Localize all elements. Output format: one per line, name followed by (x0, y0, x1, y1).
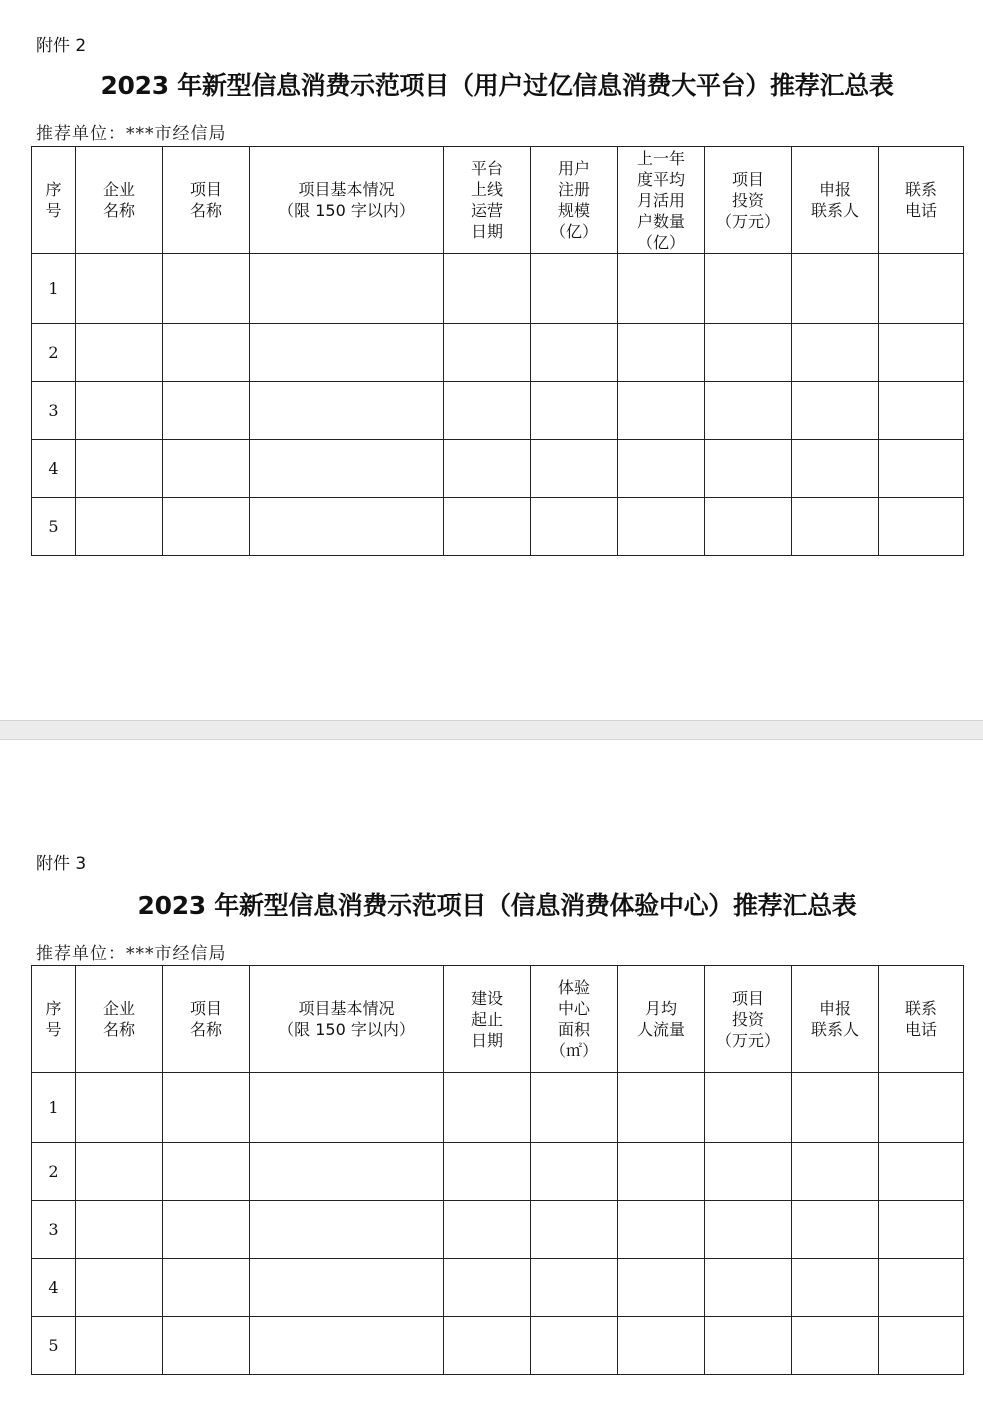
header-contact-person: 申报 联系人 (792, 966, 879, 1073)
table-row (32, 1317, 964, 1375)
cell-project-overview[interactable] (250, 254, 444, 324)
cell-launch-date[interactable] (444, 382, 531, 440)
cell-center-area[interactable] (531, 1143, 618, 1201)
cell-monthly-active-users[interactable] (618, 324, 705, 382)
cell-project-name[interactable] (163, 440, 250, 498)
header-company-name: 企业 名称 (76, 966, 163, 1073)
table-row (32, 1073, 964, 1143)
cell-contact-person[interactable] (792, 498, 879, 556)
cell-project-overview[interactable] (250, 1073, 444, 1143)
cell-center-area[interactable] (531, 1201, 618, 1259)
cell-phone[interactable] (879, 498, 964, 556)
row-number: 3 (32, 1201, 76, 1259)
row-number: 5 (32, 1317, 76, 1375)
cell-project-name[interactable] (163, 324, 250, 382)
row-number: 4 (32, 440, 76, 498)
cell-monthly-visitors[interactable] (618, 1201, 705, 1259)
cell-company-name[interactable] (76, 324, 163, 382)
cell-investment[interactable] (705, 1073, 792, 1143)
cell-project-overview[interactable] (250, 382, 444, 440)
table-row (32, 498, 964, 556)
summary-table-platform (31, 146, 964, 556)
header-index: 序 号 (32, 147, 76, 254)
table-row (32, 1201, 964, 1259)
cell-launch-date[interactable] (444, 440, 531, 498)
cell-phone[interactable] (879, 1143, 964, 1201)
cell-contact-person[interactable] (792, 1073, 879, 1143)
cell-company-name[interactable] (76, 382, 163, 440)
cell-monthly-visitors[interactable] (618, 1317, 705, 1375)
cell-contact-person[interactable] (792, 1317, 879, 1375)
row-number: 5 (32, 498, 76, 556)
header-contact-person: 申报 联系人 (792, 147, 879, 254)
cell-company-name[interactable] (76, 440, 163, 498)
table-title: 2023 年新型信息消费示范项目（用户过亿信息消费大平台）推荐汇总表 (100, 71, 894, 100)
header-project-overview: 项目基本情况 （限 150 字以内） (250, 147, 444, 254)
cell-investment[interactable] (705, 1143, 792, 1201)
cell-investment[interactable] (705, 1317, 792, 1375)
header-project-name: 项目 名称 (163, 147, 250, 254)
cell-phone[interactable] (879, 1317, 964, 1375)
table-row (32, 1259, 964, 1317)
table-title: 2023 年新型信息消费示范项目（信息消费体验中心）推荐汇总表 (137, 891, 857, 920)
cell-center-area[interactable] (531, 1259, 618, 1317)
table-row (32, 324, 964, 382)
cell-project-name[interactable] (163, 1317, 250, 1375)
page-separator (0, 720, 983, 740)
cell-construction-dates[interactable] (444, 1259, 531, 1317)
cell-phone[interactable] (879, 1073, 964, 1143)
cell-project-name[interactable] (163, 1073, 250, 1143)
cell-contact-person[interactable] (792, 324, 879, 382)
recommending-unit: 推荐单位：***市经信局 (36, 944, 227, 964)
table-row (32, 382, 964, 440)
header-monthly-visitors: 月均 人流量 (618, 966, 705, 1073)
cell-monthly-active-users[interactable] (618, 382, 705, 440)
cell-monthly-visitors[interactable] (618, 1073, 705, 1143)
cell-contact-person[interactable] (792, 382, 879, 440)
cell-project-name[interactable] (163, 1259, 250, 1317)
cell-company-name[interactable] (76, 1317, 163, 1375)
cell-project-overview[interactable] (250, 1259, 444, 1317)
cell-investment[interactable] (705, 382, 792, 440)
cell-project-overview[interactable] (250, 1317, 444, 1375)
cell-launch-date[interactable] (444, 254, 531, 324)
header-row (32, 147, 964, 254)
row-number: 1 (32, 254, 76, 324)
annex-label: 附件 3 (36, 854, 87, 874)
cell-contact-person[interactable] (792, 1201, 879, 1259)
cell-construction-dates[interactable] (444, 1143, 531, 1201)
header-index: 序 号 (32, 966, 76, 1073)
cell-registered-users[interactable] (531, 254, 618, 324)
cell-launch-date[interactable] (444, 498, 531, 556)
cell-phone[interactable] (879, 440, 964, 498)
header-launch-date: 平台 上线 运营 日期 (444, 147, 531, 254)
header-project-name: 项目 名称 (163, 966, 250, 1073)
cell-contact-person[interactable] (792, 440, 879, 498)
cell-company-name[interactable] (76, 498, 163, 556)
cell-registered-users[interactable] (531, 324, 618, 382)
cell-project-name[interactable] (163, 498, 250, 556)
cell-project-name[interactable] (163, 1201, 250, 1259)
header-phone: 联系 电话 (879, 147, 964, 254)
cell-monthly-visitors[interactable] (618, 1143, 705, 1201)
cell-project-overview[interactable] (250, 1201, 444, 1259)
table-row (32, 1143, 964, 1201)
cell-center-area[interactable] (531, 1073, 618, 1143)
cell-construction-dates[interactable] (444, 1073, 531, 1143)
cell-investment[interactable] (705, 254, 792, 324)
header-row (32, 966, 964, 1073)
header-investment: 项目 投资 （万元） (705, 966, 792, 1073)
cell-phone[interactable] (879, 254, 964, 324)
cell-phone[interactable] (879, 382, 964, 440)
cell-company-name[interactable] (76, 1143, 163, 1201)
table-row (32, 440, 964, 498)
cell-registered-users[interactable] (531, 440, 618, 498)
cell-registered-users[interactable] (531, 382, 618, 440)
page-annex-3 (0, 740, 983, 1428)
cell-investment[interactable] (705, 324, 792, 382)
cell-registered-users[interactable] (531, 498, 618, 556)
cell-construction-dates[interactable] (444, 1201, 531, 1259)
row-number: 2 (32, 324, 76, 382)
cell-project-name[interactable] (163, 382, 250, 440)
cell-construction-dates[interactable] (444, 1317, 531, 1375)
cell-investment[interactable] (705, 498, 792, 556)
row-number: 2 (32, 1143, 76, 1201)
cell-launch-date[interactable] (444, 324, 531, 382)
row-number: 3 (32, 382, 76, 440)
header-monthly-active-users: 上一年 度平均 月活用 户数量 （亿） (618, 147, 705, 254)
summary-table-experience-center (31, 965, 964, 1375)
cell-monthly-active-users[interactable] (618, 498, 705, 556)
row-number: 1 (32, 1073, 76, 1143)
cell-company-name[interactable] (76, 1259, 163, 1317)
cell-phone[interactable] (879, 324, 964, 382)
cell-investment[interactable] (705, 440, 792, 498)
header-construction-dates: 建设 起止 日期 (444, 966, 531, 1073)
cell-project-name[interactable] (163, 1143, 250, 1201)
cell-contact-person[interactable] (792, 1143, 879, 1201)
cell-project-name[interactable] (163, 254, 250, 324)
cell-project-overview[interactable] (250, 324, 444, 382)
cell-monthly-active-users[interactable] (618, 440, 705, 498)
cell-investment[interactable] (705, 1259, 792, 1317)
cell-project-overview[interactable] (250, 498, 444, 556)
header-investment: 项目 投资 （万元） (705, 147, 792, 254)
cell-company-name[interactable] (76, 1073, 163, 1143)
cell-contact-person[interactable] (792, 254, 879, 324)
annex-label: 附件 2 (36, 36, 87, 56)
cell-company-name[interactable] (76, 1201, 163, 1259)
table-row (32, 254, 964, 324)
header-project-overview: 项目基本情况 （限 150 字以内） (250, 966, 444, 1073)
header-registered-users: 用户 注册 规模 （亿） (531, 147, 618, 254)
cell-monthly-visitors[interactable] (618, 1259, 705, 1317)
header-center-area: 体验 中心 面积 （㎡） (531, 966, 618, 1073)
recommending-unit: 推荐单位：***市经信局 (36, 124, 227, 144)
cell-company-name[interactable] (76, 254, 163, 324)
cell-investment[interactable] (705, 1201, 792, 1259)
row-number: 4 (32, 1259, 76, 1317)
header-company-name: 企业 名称 (76, 147, 163, 254)
cell-project-overview[interactable] (250, 440, 444, 498)
cell-phone[interactable] (879, 1201, 964, 1259)
cell-phone[interactable] (879, 1259, 964, 1317)
cell-contact-person[interactable] (792, 1259, 879, 1317)
cell-project-overview[interactable] (250, 1143, 444, 1201)
cell-center-area[interactable] (531, 1317, 618, 1375)
cell-monthly-active-users[interactable] (618, 254, 705, 324)
header-phone: 联系 电话 (879, 966, 964, 1073)
